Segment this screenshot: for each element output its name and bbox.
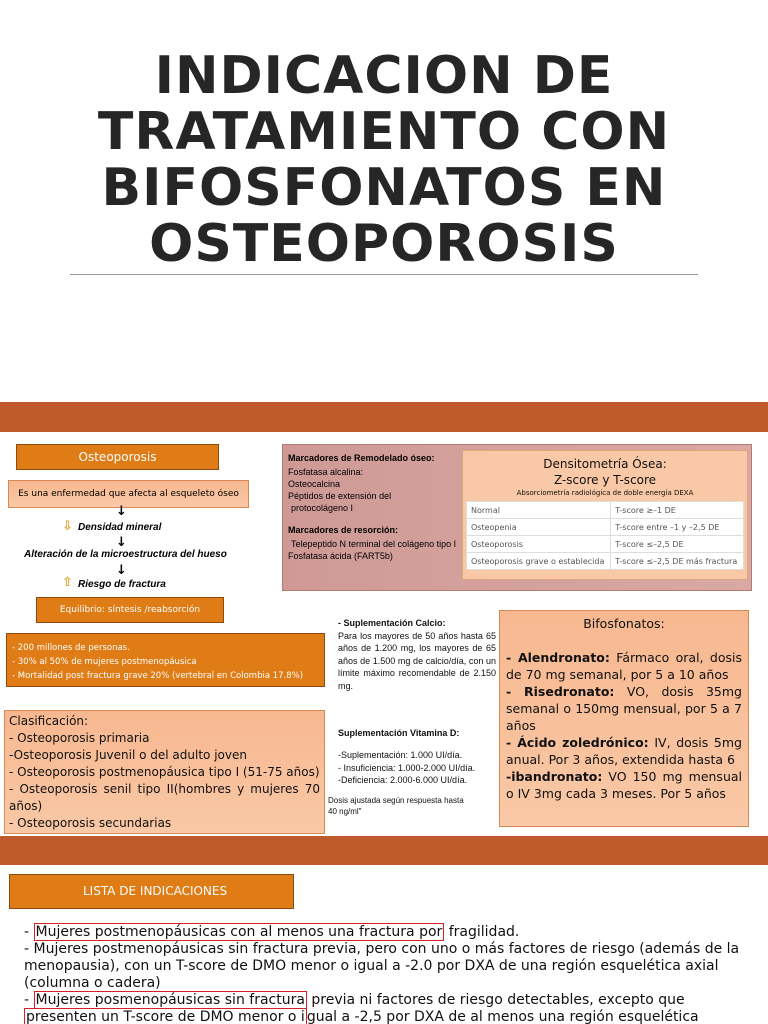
classification-item: - Osteoporosis senil tipo II(hombres y mujeres 70 años) xyxy=(9,782,320,813)
densitometry-title-line: Densitometría Ósea: xyxy=(543,457,667,471)
calcium-supplement xyxy=(338,617,496,692)
table-cell: Normal xyxy=(467,502,611,519)
indications-list-label: LISTA DE INDICACIONES xyxy=(9,874,294,909)
classification-item: - Osteoporosis postmenopáusica tipo I (51-75 años) xyxy=(9,765,320,779)
table-cell: Osteoporosis xyxy=(467,536,611,553)
bottom-band xyxy=(0,836,768,865)
classification-item: - Osteoporosis primaria xyxy=(9,731,150,745)
highlighted-text: Mujeres posmenopáusicas sin fractura xyxy=(35,992,305,1008)
bisphosphonates-box xyxy=(499,610,749,827)
bisphosphonates-title: Bifosfonatos: xyxy=(583,616,665,631)
down-arrow-icon: ⇩ xyxy=(62,519,73,534)
indication-item xyxy=(24,924,754,941)
classification-item: -Osteoporosis Juvenil o del adulto joven xyxy=(9,748,247,762)
markers-text xyxy=(288,452,463,562)
indication-item xyxy=(24,992,754,1024)
dose-note: Dosis ajustada según respuesta hasta 40 ng/ml" xyxy=(328,796,464,816)
vitamin-d-title: Suplementación Vitamina D: xyxy=(338,728,460,738)
remodel-item: Osteocalcina xyxy=(288,479,341,489)
table-cell: T-score ≤–2,5 DE más fractura xyxy=(611,553,744,570)
drug-name: -ibandronato: xyxy=(506,769,603,784)
up-arrow-icon: ⇧ xyxy=(62,575,73,590)
indication-item: - Mujeres postmenopáusicas sin fractura previa, pero con uno o más factores de riesgo (además de la menopausia), con un T-score de DMO menor o igual a -2.0 por DXA de una región esquelética axial (columna o cadera) xyxy=(24,941,740,991)
table-row xyxy=(467,502,744,519)
highlighted-text: presenten un T-score de DMO menor o i xyxy=(26,1009,305,1024)
indication-part: gual a -2,5 por DXA de al menos una región esquelética xyxy=(306,1009,699,1024)
drug-name: - Ácido zoledrónico: xyxy=(506,735,649,750)
facts-box xyxy=(6,633,325,687)
highlighted-text: Mujeres postmenopáusicas con al menos una fractura por xyxy=(35,924,443,940)
remodel-title: Marcadores de Remodelado óseo: xyxy=(288,453,435,463)
vitamin-d-item: -Suplementación: 1.000 UI/día. xyxy=(338,750,463,760)
table-cell: T-score ≤–2,5 DE xyxy=(611,536,744,553)
drug-name: - Alendronato: xyxy=(506,650,610,665)
remodel-item: Fosfatasa alcalina: xyxy=(288,467,364,477)
drug-text: IV, dosis 5mg anual. Por 3 años, extendida hasta 6 xyxy=(506,735,742,767)
drug-item xyxy=(506,683,742,734)
vitamin-d-item: - Insuficiencia: 1.000-2.000 UI/día. xyxy=(338,762,476,773)
indication-part: fragilidad. xyxy=(444,924,520,940)
drug-text: VO 150 mg mensual o IV 3mg cada 3 meses. Por 5 años xyxy=(506,769,742,801)
resorption-item: Telepeptido N terminal del colágeno tipo I xyxy=(291,539,457,549)
osteoporosis-label: Osteoporosis xyxy=(16,444,219,470)
drug-text: VO, dosis 35mg semanal o 150mg mensual, por 5 a 7 años xyxy=(506,684,742,733)
flow-density: Densidad mineral xyxy=(78,522,162,533)
classification-item: - Osteoporosis secundarias xyxy=(9,816,172,830)
table-cell: Osteoporosis grave o establecida xyxy=(467,553,611,570)
down-arrow-icon: ↓ xyxy=(116,504,127,519)
table-cell: Osteopenia xyxy=(467,519,611,536)
drug-text: Fármaco oral, dosis de 70 mg semanal, por 5 a 10 años xyxy=(506,650,742,682)
remodel-item: Péptidos de extensión del xyxy=(288,491,392,501)
resorption-title: Marcadores de resorción: xyxy=(288,525,399,535)
table-cell: T-score entre –1 y –2,5 DE xyxy=(611,519,744,536)
resorption-item: Fosfatasa ácida (FART5b) xyxy=(288,551,393,561)
calcium-title: - Suplementación Calcio: xyxy=(338,618,446,628)
equilibrium-box: Equilibrio: síntesis /reabsorción xyxy=(36,597,224,623)
densitometry-title xyxy=(462,456,748,488)
table-cell: T-score ≥–1 DE xyxy=(611,502,744,519)
table-row xyxy=(467,553,744,570)
page-title: INDICACION DE TRATAMIENTO CON BIFOSFONATOS EN OSTEOPOROSIS xyxy=(97,46,671,274)
classification-title: Clasificación: xyxy=(9,714,89,728)
table-row xyxy=(467,536,744,553)
flow-microstructure: Alteración de la microestructura del hueso xyxy=(24,549,227,560)
fact-item: - 200 millones de personas. xyxy=(12,643,130,653)
title-divider xyxy=(70,274,698,275)
disease-definition: Es una enfermedad que afecta al esqueleto óseo xyxy=(8,480,249,508)
down-arrow-icon: ↓ xyxy=(116,563,127,578)
indication-part: - xyxy=(24,924,34,940)
remodel-item: protocolágeno I xyxy=(291,503,354,513)
down-arrow-icon: ↓ xyxy=(116,535,127,550)
calcium-text: Para los mayores de 50 años hasta 65 años de 1.200 mg, los mayores de 65 años de 1.500 mg de calcio/día, con un límite máximo recomendable de 2.150 mg. xyxy=(338,630,496,691)
classification-box xyxy=(4,710,325,834)
drug-item xyxy=(506,734,742,768)
densitometry-table xyxy=(466,501,744,570)
flow-fracture-risk: Riesgo de fractura xyxy=(78,579,166,590)
indication-part: previa ni factores de riesgo detectables, excepto que xyxy=(306,992,685,1008)
fact-item: - Mortalidad post fractura grave 20% (vertebral en Colombia 17.8%) xyxy=(12,671,304,681)
drug-item xyxy=(506,768,742,802)
densitometry-subtitle: Absorciometría radiológica de doble energía DEXA xyxy=(516,489,694,497)
indications-text xyxy=(24,924,754,1024)
indication-part: - xyxy=(24,992,34,1008)
table-row xyxy=(467,519,744,536)
fact-item: - 30% al 50% de mujeres postmenopáusica xyxy=(12,657,197,667)
vitamin-d-item: -Deficiencia: 2.000-6.000 UI/día. xyxy=(338,775,468,785)
drug-item xyxy=(506,649,742,683)
vitamin-d-list xyxy=(338,749,498,787)
top-band xyxy=(0,402,768,432)
densitometry-title-line: Z-score y T-score xyxy=(553,473,657,487)
drug-name: - Risedronato: xyxy=(506,684,615,699)
